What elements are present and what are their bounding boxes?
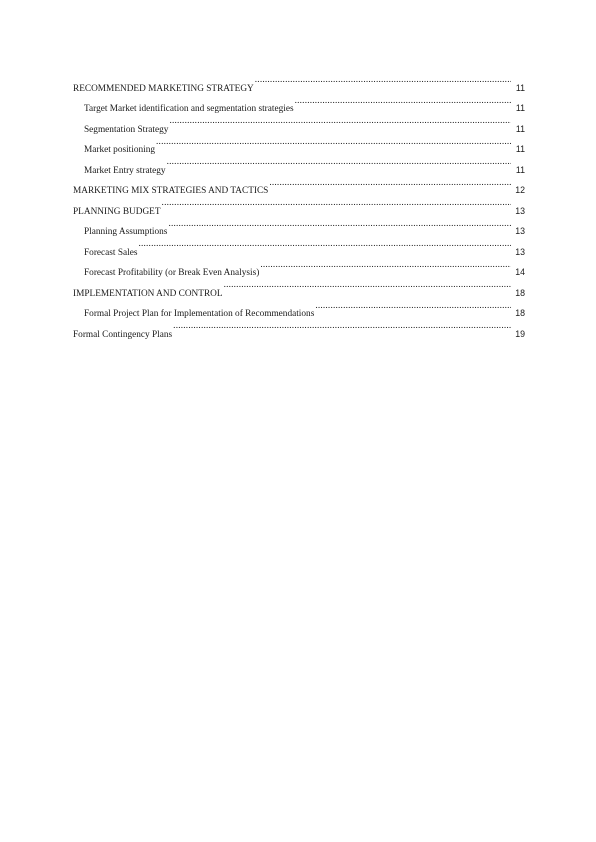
toc-entry-title: Market positioning <box>84 145 156 155</box>
toc-dot-leader <box>315 296 511 317</box>
toc-page-number: 11 <box>515 123 525 134</box>
toc-entry-title: MARKETING MIX STRATEGIES AND TACTICS <box>73 186 269 196</box>
toc-page-number: 12 <box>515 185 525 195</box>
toc-dot-leader <box>156 132 511 153</box>
toc-page-number: 11 <box>515 82 525 93</box>
toc-page-number: 13 <box>515 246 525 257</box>
toc-dot-leader <box>138 234 511 255</box>
toc-dot-leader <box>169 111 511 132</box>
toc-dot-leader <box>173 316 511 337</box>
toc-entry-title: Formal Contingency Plans <box>73 329 173 340</box>
toc-page-number: 11 <box>515 144 525 154</box>
toc-dot-leader <box>260 255 511 276</box>
toc-entry-title: Planning Assumptions <box>84 227 168 237</box>
toc-page-number: 18 <box>515 308 525 318</box>
toc-page-number: 14 <box>515 267 525 277</box>
toc-dot-leader <box>168 214 511 235</box>
toc-page-number: 18 <box>515 287 525 298</box>
toc-dot-leader <box>295 91 511 112</box>
toc-entry-title: Segmentation Strategy <box>84 124 169 135</box>
toc-entry-title: Forecast Sales <box>84 247 138 258</box>
toc-dot-leader <box>255 70 511 91</box>
toc-dot-leader <box>167 152 511 173</box>
toc-page-number: 13 <box>515 205 525 216</box>
toc-entry-title: PLANNING BUDGET <box>73 206 161 217</box>
toc-entry-title: Formal Project Plan for Implementation of Recommendations <box>84 309 315 319</box>
toc-entry-title: Market Entry strategy <box>84 165 166 176</box>
toc-entry-title: RECOMMENDED MARKETING STRATEGY <box>73 83 254 94</box>
toc-dot-leader <box>162 193 511 214</box>
toc-page-number: 19 <box>515 328 525 339</box>
toc-dot-leader <box>269 173 511 194</box>
toc-entry-forecast-profitability[interactable] <box>73 255 525 276</box>
toc-entry-title: IMPLEMENTATION AND CONTROL <box>73 288 223 299</box>
toc-entry-title: Target Market identification and segmentation strategies <box>84 104 294 114</box>
toc-page-number: 13 <box>515 226 525 236</box>
toc-page-number: 11 <box>515 103 525 113</box>
toc-entry-forecast-sales[interactable] <box>73 234 525 258</box>
toc-entry-recommended-marketing-strategy[interactable] <box>73 70 525 94</box>
toc-entry-title: Forecast Profitability (or Break Even Analysis) <box>84 268 260 278</box>
toc-dot-leader <box>224 275 511 296</box>
table-of-contents <box>73 70 525 340</box>
toc-page-number: 11 <box>515 164 525 175</box>
